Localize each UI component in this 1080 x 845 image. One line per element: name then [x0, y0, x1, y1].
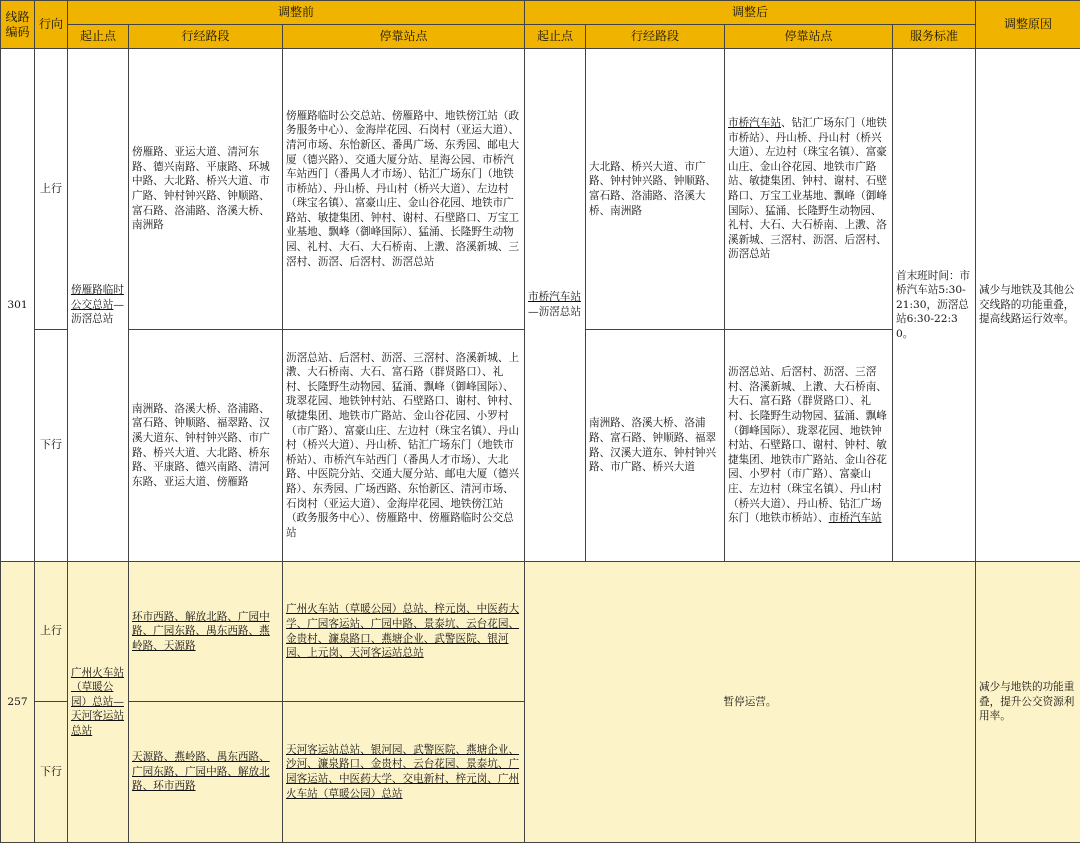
header-after: 调整后 [525, 1, 976, 25]
after-endpoints-end: —沥滘总站 [528, 306, 581, 318]
after-route-down-301: 南洲路、洛溪大桥、洛浦路、富石路、钟顺路、福翠路、汉溪大道东、钟村钟兴路、市广路、桥兴大道 [586, 330, 725, 562]
header-after-from-to: 起止点 [525, 25, 586, 49]
header-before-stops: 停靠站点 [283, 25, 525, 49]
direction-down-257: 下行 [35, 702, 68, 843]
header-service: 服务标准 [893, 25, 976, 49]
direction-down-301: 下行 [35, 330, 68, 562]
before-endpoints-start: 傍雁路临时公交总站 [71, 284, 124, 311]
header-reason: 调整原因 [976, 1, 1080, 49]
after-stops-up-rest: 、钻汇广场东门（地铁市桥站）、丹山桥、丹山村（桥兴大道）、左边村（珠宝名镇）、富豪山庄、金山谷花园、地铁市广路站、敏捷集团、钟村、谢村、石壁路口、万宝工业基地、飘峰（御峰国际）、猛涌、长隆野生动物园、礼村、大石、大石桥南、上漖、洛溪新城、三滘村、沥滘、后滘村、沥滘总站 [728, 117, 887, 261]
after-route-up-301: 大北路、桥兴大道、市广路、钟村钟兴路、钟顺路、富石路、洛浦路、洛溪大桥、南洲路 [586, 49, 725, 330]
stops-up-257: 广州火车站（草暖公园）总站、梓元岗、中医药大学、广园客运站、广园中路、景泰坑、云台花园、金贵村、濂泉路口、燕塘企业、武警医院、银河园、上元岗、天河客运站总站 [283, 562, 525, 702]
header-before-route: 行经路段 [129, 25, 283, 49]
direction-up-301: 上行 [35, 49, 68, 330]
before-stops-up-301: 傍雁路临时公交总站、傍雁路中、地铁傍江站（政务服务中心）、金海岸花园、石岗村（亚运大道）、清河市场、东怡新区、番禺广场、东秀园、邮电大厦（德兴路）、交通大厦分站、星海公园、市桥汽车站西门（番禺人才市场）、钻汇广场东门（地铁市桥站）、丹山桥、丹山村（桥兴大道）、左边村（珠宝名镇）、富豪山庄、金山谷花园、地铁市广路站、敏捷集团、钟村、谢村、石壁路口、万宝工业基地、飘峰（御峰国际）、猛涌、长隆野生动物园、礼村、大石、大石桥南、上漖、洛溪新城、三滘村、沥滘、后滘村、沥滘总站 [283, 49, 525, 330]
line-code-301: 301 [1, 49, 35, 562]
after-stops-up-301 [725, 49, 893, 330]
direction-up-257: 上行 [35, 562, 68, 702]
header-after-stops: 停靠站点 [725, 25, 893, 49]
header-direction: 行向 [35, 1, 68, 49]
before-endpoints-end: —沥滘总站 [71, 298, 124, 326]
route-down-257: 天源路、燕岭路、禺东西路、广园东路、广园中路、解放北路、环市西路 [129, 702, 283, 843]
header-before-from-to: 起止点 [68, 25, 129, 49]
endpoints-257: 广州火车站（草暖公园）总站—天河客运站总站 [68, 562, 129, 843]
header-line-code: 线路编码 [1, 1, 35, 49]
after-endpoints-start: 市桥汽车站 [528, 291, 581, 304]
after-stops-down-301 [725, 330, 893, 562]
stops-down-257: 天河客运站总站、银河园、武警医院、燕塘企业、沙河、濂泉路口、金贵村、云台花园、景泰坑、广园客运站、中医药大学、交电新村、梓元岗、广州火车站（草暖公园）总站 [283, 702, 525, 843]
reason-301: 减少与地铁及其他公交线路的功能重叠，提高线路运行效率。 [976, 49, 1080, 562]
header-after-route: 行经路段 [586, 25, 725, 49]
after-stops-up-first: 市桥汽车站 [728, 117, 781, 130]
line-code-257: 257 [1, 562, 35, 843]
route-up-257: 环市西路、解放北路、广园中路、广园东路、禺东西路、燕岭路、天源路 [129, 562, 283, 702]
header-before: 调整前 [68, 1, 525, 25]
service-standard-301: 首末班时间：市桥汽车站5:30-21:30，沥滘总站6:30-22:30。 [893, 49, 976, 562]
after-endpoints-301 [525, 49, 586, 562]
before-endpoints-301 [68, 49, 129, 562]
after-status-257: 暂停运营。 [525, 562, 976, 843]
after-stops-down-last: 市桥汽车站 [828, 512, 882, 525]
before-route-down-301: 南洲路、洛溪大桥、洛浦路、富石路、钟顺路、福翠路、汉溪大道东、钟村钟兴路、市广路、桥兴大道、大北路、桥东路、平康路、德兴南路、清河东路、亚运大道、傍雁路 [129, 330, 283, 562]
reason-257: 减少与地铁的功能重叠，提升公交资源利用率。 [976, 562, 1080, 843]
before-stops-down-301: 沥滘总站、后滘村、沥滘、三滘村、洛溪新城、上漖、大石桥南、大石、富石路（群贤路口）、礼村、长隆野生动物园、猛涌、飘峰（御峰国际）、珑翠花园、地铁钟村站、石壁路口、谢村、钟村、敏捷集团、地铁市广路站、金山谷花园、小罗村（市广路）、富豪山庄、左边村（珠宝名镇）、丹山村（桥兴大道）、丹山桥、钻汇广场东门（地铁市桥站）、市桥汽车站西门（番禺人才市场）、大北路、中医院分站、交通大厦分站、邮电大厦（德兴路）、东秀园、广场西路、东怡新区、清河市场、石岗村（亚运大道）、金海岸花园、地铁傍江站（政务服务中心）、傍雁路中、傍雁路临时公交总站 [283, 330, 525, 562]
before-route-up-301: 傍雁路、亚运大道、清河东路、德兴南路、平康路、环城中路、大北路、桥兴大道、市广路、钟村钟兴路、钟顺路、富石路、洛浦路、洛溪大桥、南洲路 [129, 49, 283, 330]
after-stops-down-rest: 沥滘总站、后滘村、沥滘、三滘村、洛溪新城、上漖、大石桥南、大石、富石路（群贤路口）、礼村、长隆野生动物园、猛涌、飘峰（御峰国际）、珑翠花园、地铁钟村站、石壁路口、谢村、钟村、敏捷集团、地铁市广路站、金山谷花园、小罗村（市广路）、富豪山庄、左边村（珠宝名镇）、丹山村（桥兴大道）、丹山桥、钻汇广场东门（地铁市桥站）、 [728, 366, 887, 525]
